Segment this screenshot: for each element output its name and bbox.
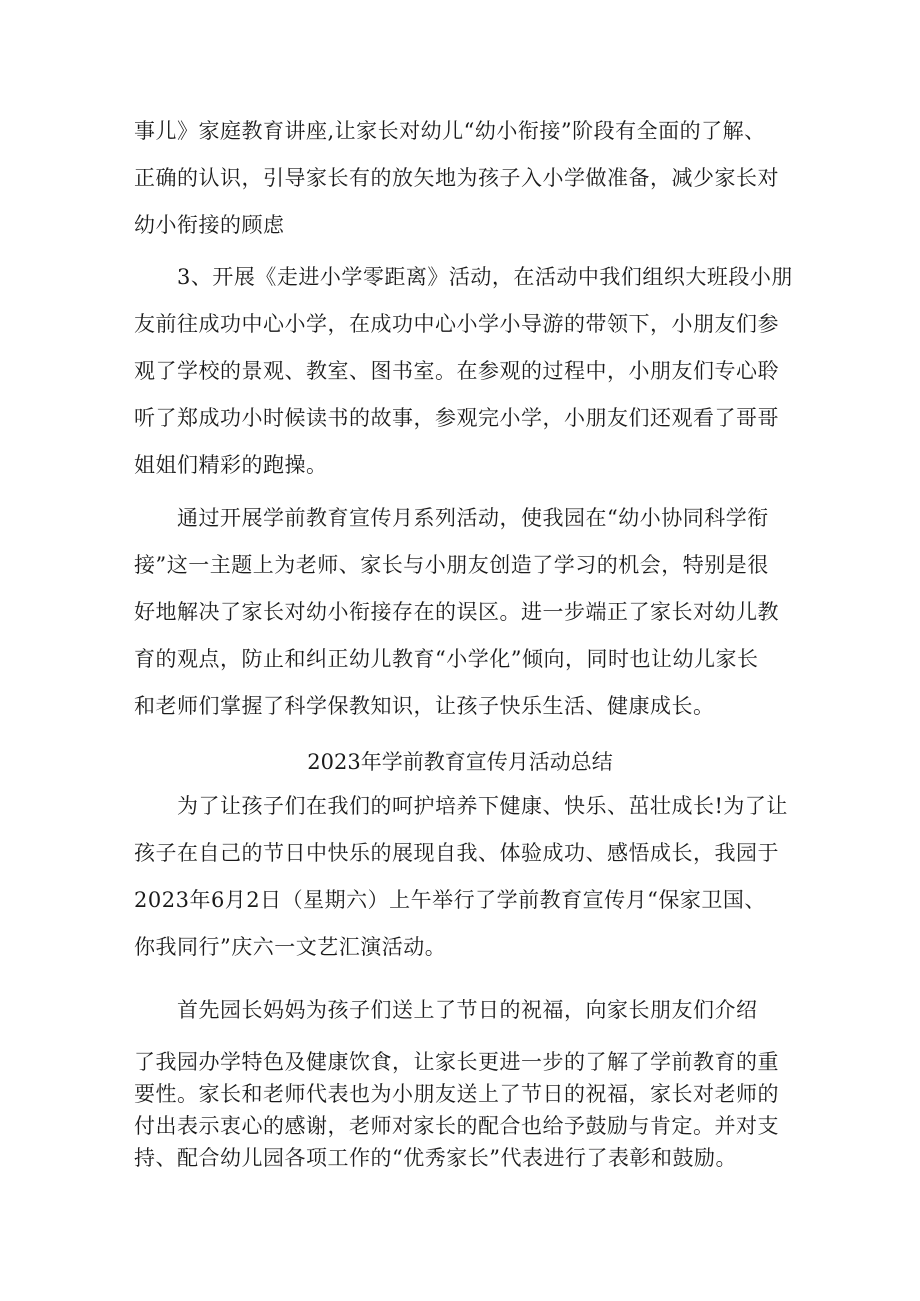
- section-title: 2023年学前教育宣传月活动总结: [307, 750, 613, 774]
- text-line: 要性。家长和老师代表也为小朋友送上了节日的祝福，家长对老师的: [134, 1082, 779, 1106]
- text-line: 好地解决了家长对幼小衔接存在的误区。进一步端正了家长对幼儿教: [134, 600, 779, 624]
- paragraph-principal-details: [134, 1046, 794, 1174]
- text-line: 事儿》家庭教育讲座,让家长对幼儿“幼小衔接”阶段有全面的了解、: [134, 119, 766, 143]
- text-line: 首先园长妈妈为孩子们送上了节日的祝福，向家长朋友们介绍: [134, 998, 758, 1022]
- paragraph-event-intro: [134, 783, 794, 971]
- text-line: 你我同行”庆六一文艺汇演活动。: [134, 935, 447, 959]
- text-line: 和老师们掌握了科学保教知识，让孩子快乐生活、健康成长。: [134, 694, 715, 718]
- paragraph-school-visit: [134, 254, 794, 489]
- text-line: 了我园办学特色及健康饮食，让家长更进一步的了解了学前教育的重: [134, 1050, 779, 1074]
- paragraph-conclusion: [134, 495, 794, 730]
- text-line: 通过开展学前教育宣传月系列活动，使我园在“幼小协同科学衔: [134, 506, 769, 530]
- text-line: 2023年6月2日（星期六）上午举行了学前教育宣传月“保家卫国、: [134, 888, 766, 912]
- text-line: 育的观点，防止和纠正幼儿教育“小学化”倾向，同时也让幼儿家长: [134, 647, 759, 671]
- text-line: 付出表示衷心的感谢，老师对家长的配合也给予鼓励与肯定。并对支: [134, 1114, 779, 1138]
- text-line: 接”这一主题上为老师、家长与小朋友创造了学习的机会，特别是很: [134, 553, 769, 577]
- text-line: 为了让孩子们在我们的呵护培养下健康、快乐、茁壮成长!为了让: [134, 794, 788, 818]
- text-line: 幼小衔接的顾虑: [134, 213, 285, 237]
- text-line: 3、开展《走进小学零距离》活动，在活动中我们组织大班段小朋: [134, 265, 793, 289]
- paragraph-principal-greeting: [134, 987, 794, 1034]
- paragraph-lecture-summary: [134, 108, 794, 249]
- text-line: 听了郑成功小时候读书的故事，参观完小学，小朋友们还观看了哥哥: [134, 406, 779, 430]
- text-line: 姐姐们精彩的跑操。: [134, 453, 328, 477]
- text-line: 友前往成功中心小学，在成功中心小学小导游的带领下，小朋友们参: [134, 312, 779, 336]
- text-line: 正确的认识，引导家长有的放矢地为孩子入小学做准备，减少家长对: [134, 166, 779, 190]
- text-line: 孩子在自己的节日中快乐的展现自我、体验成功、感悟成长，我园于: [134, 841, 779, 865]
- text-line: 观了学校的景观、教室、图书室。在参观的过程中，小朋友们专心聆: [134, 359, 779, 383]
- text-line: 持、配合幼儿园各项工作的“优秀家长”代表进行了表彰和鼓励。: [134, 1146, 737, 1170]
